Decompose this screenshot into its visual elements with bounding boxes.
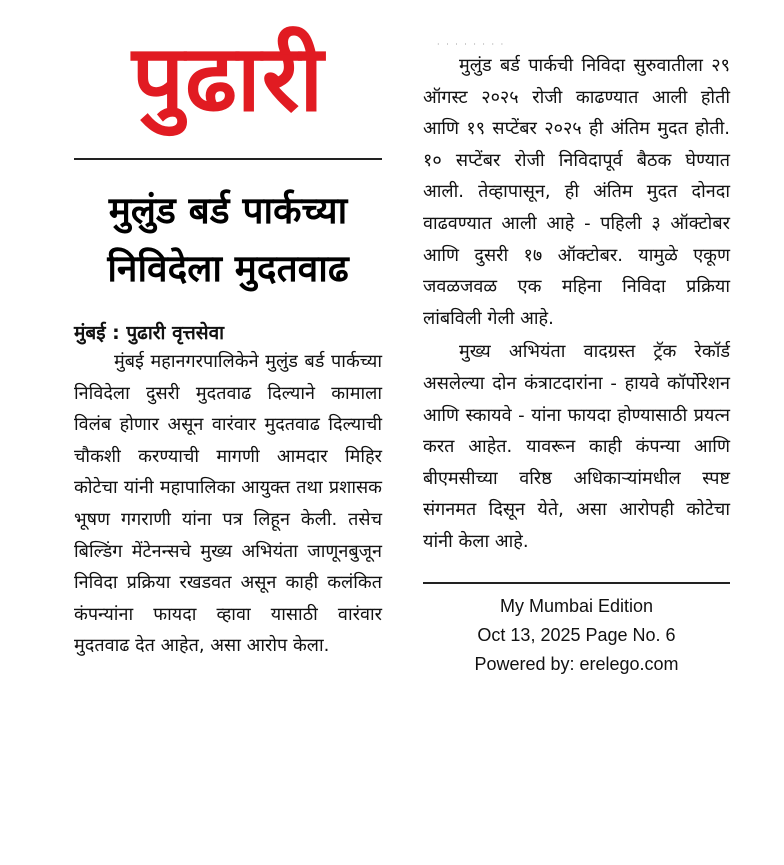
article-headline: मुलुंड बर्ड पार्कच्या निविदेला मुदतवाढ <box>107 189 349 290</box>
article-byline: मुंबई : पुढारी वृत्तसेवा <box>74 322 225 344</box>
newspaper-logo: पुढारी <box>131 25 325 132</box>
edition-name: My Mumbai Edition <box>499 595 654 616</box>
left-column <box>74 16 382 662</box>
powered-by: Powered by: erelego.com <box>474 653 679 674</box>
faint-marks: · · · · · · · · <box>437 40 506 49</box>
edition-footer <box>423 592 730 679</box>
masthead-divider <box>74 158 382 160</box>
right-column <box>423 40 730 679</box>
article-body-left: मुंबई महानगरपालिकेने मुलुंड बर्ड पार्कच्या निविदेला दुसरी मुदतवाढ दिल्याने कामाला विलंब होणार असून वारंवार मुदतवाढ दिल्याची चौकशी करण्याची मागणी आमदार मिहिर कोटेचा यांनी महापालिका आयुक्त तथा प्रशासक भूषण गगराणी यांना पत्र लिहून केली. तसेच बिल्डिंग मेंटेनन्सचे मुख्य अभियंता जाणूनबुजून निविदा प्रक्रिया रखडवत असून काही कलंकित कंपन्यांना फायदा व्हावा यासाठी वारंवार मुदतवाढ देत आहेत, असा आरोप केला. <box>74 351 382 657</box>
article-paragraph-2: मुख्य अभियंता वादग्रस्त ट्रॅक रेकॉर्ड असलेल्या दोन कंत्राटदारांना - हायवे कॉर्पोरेशन आणि स्कायवे - यांना फायदा होण्यासाठी प्रयत्न करत आहेत. यावरून काही कंपन्या आणि बीएमसीच्या वरिष्ठ अधिकाऱ्यांमधील स्पष्ट संगनमत दिसून येते, असा आरोपही कोटेचा यांनी केला आहे. <box>423 341 730 552</box>
article-paragraph-1: मुलुंड बर्ड पार्कची निविदा सुरुवातीला २९ ऑगस्ट २०२५ रोजी काढण्यात आली होती आणि १९ सप्टेंबर २०२५ ही अंतिम मुदत होती. १० सप्टेंबर रोजी निविदापूर्व बैठक घेण्यात आली. तेव्हापासून, ही अंतिम मुदत दोनदा वाढवण्यात आली आहे - पहिली ३ ऑक्टोबर आणि दुसरी १७ ऑक्टोबर. यामुळे एकूण जवळजवळ एक महिना निविदा प्रक्रिया लांबविली गेली आहे. <box>423 55 730 329</box>
edition-date-page: Oct 13, 2025 Page No. 6 <box>477 624 676 645</box>
footer-divider <box>423 582 730 584</box>
